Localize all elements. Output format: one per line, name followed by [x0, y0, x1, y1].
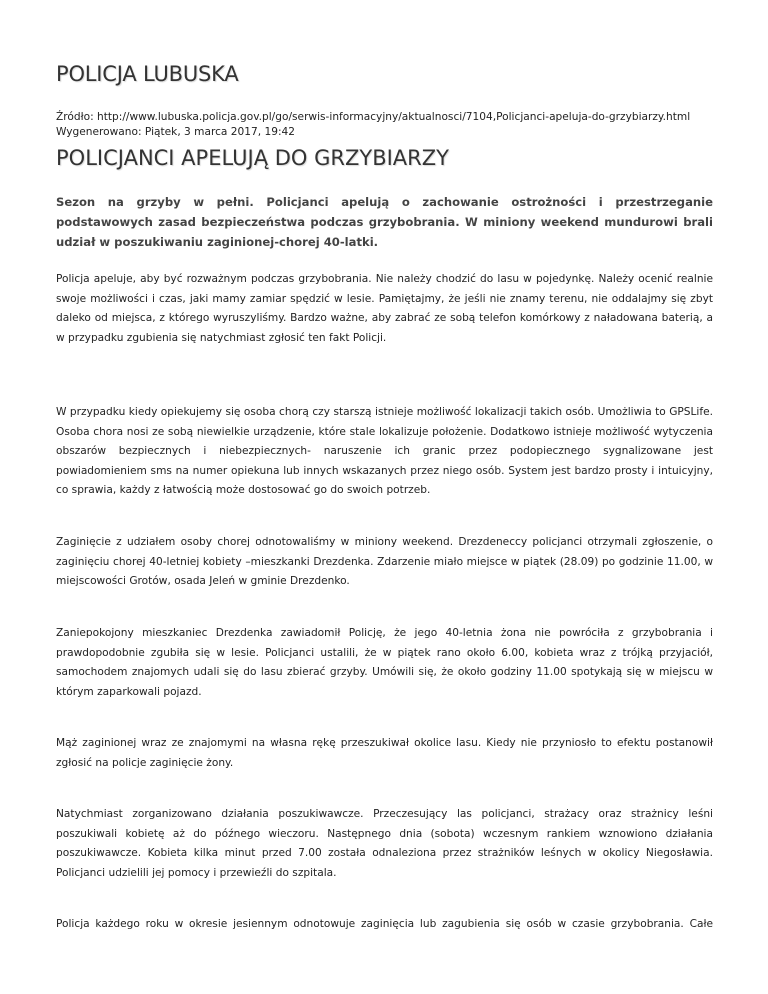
article-paragraph: Natychmiast zorganizowano działania poszukiwawcze. Przeczesujący las policjanci, strażacy oraz strażnicy leśni poszukiwali kobietę aż do późnego wieczoru. Następnego dnia (sobota) wczesnym rankiem wznowiono działania poszukiwawcze. Kobieta kilka minut przed 7.00 została odnaleziona przez strażników leśnych w okolicy Niegosławia. Policjanci udzielili jej pomocy i przewieźli do szpitala. — [56, 808, 713, 879]
document-meta — [56, 110, 690, 140]
article-title: POLICJANCI APELUJĄ DO GRZYBIARZY — [56, 146, 449, 170]
article-paragraph: Zaniepokojony mieszkaniec Drezdenka zawiadomił Policję, że jego 40-letnia żona nie powróciła z grzybobrania i prawdopodobnie zgubiła się w lesie. Policjanci ustalili, że w piątek rano około 6.00, kobieta wraz z trójką przyjaciół, samochodem znajomych udali się do lasu zbierać grzyby. Umówili się, że około godziny 11.00 spotykają się w miejscu w którym zaparkowali pojazd. — [56, 627, 713, 698]
article-lead: Sezon na grzyby w pełni. Policjanci apelują o zachowanie ostrożności i przestrzeganie podstawowych zasad bezpieczeństwa podczas grzybobrania. W miniony weekend mundurowi brali udział w poszukiwaniu zaginionej-chorej 40-latki. — [56, 195, 713, 249]
article-paragraph: Mąż zaginionej wraz ze znajomymi na własna rękę przeszukiwał okolice lasu. Kiedy nie przyniosło to efektu postanowił zgłosić na policje zaginięcie żony. — [56, 737, 713, 769]
article-paragraph: W przypadku kiedy opiekujemy się osoba chorą czy starszą istnieje możliwość lokalizacji takich osób. Umożliwia to GPSLife. Osoba chora nosi ze sobą niewielkie urządzenie, które stale lokalizuje położenie. Dodatkowo istnieje możliwość wytyczenia obszarów bezpiecznych i niebezpiecznych- naruszenie ich granic przez podopiecznego sygnalizowane jest powiadomieniem sms na numer opiekuna lub innych wskazanych przez niego osób. System jest bardzo prosty i intuicyjny, co sprawia, każdy z łatwością może dostosować go do swoich potrzeb. — [56, 406, 713, 497]
site-title: POLICJA LUBUSKA — [56, 62, 239, 86]
article-paragraph: Policja każdego roku w okresie jesiennym odnotowuje zaginięcia lub zagubienia się osób w czasie grzybobrania. Całe — [56, 918, 713, 930]
article-paragraph: Policja apeluje, aby być rozważnym podczas grzybobrania. Nie należy chodzić do lasu w pojedynkę. Należy ocenić realnie swoje możliwości i czas, jaki mamy zamiar spędzić w lesie. Pamiętajmy, że jeśli nie znamy terenu, nie oddalajmy się zbyt daleko od miejsca, z którego wyruszyliśmy. Bardzo ważne, aby zabrać ze sobą telefon komórkowy z naładowana baterią, a w przypadku zgubienia się natychmiast zgłosić ten fakt Policji. — [56, 273, 713, 344]
article-paragraph: Zaginięcie z udziałem osoby chorej odnotowaliśmy w miniony weekend. Drezdeneccy policjanci otrzymali zgłoszenie, o zaginięciu chorej 40-letniej kobiety –mieszkanki Drezdenka. Zdarzenie miało miejsce w piątek (28.09) po godzinie 11.00, w miejscowości Grotów, osada Jeleń w gminie Drezdenko. — [56, 536, 713, 588]
source-line: Źródło: http://www.lubuska.policja.gov.pl/go/serwis-informacyjny/aktualnosci/7104,Policjanci-apeluja-do-grzybiarzy.html — [56, 111, 691, 123]
generated-line: Wygenerowano: Piątek, 3 marca 2017, 19:42 — [56, 126, 296, 138]
